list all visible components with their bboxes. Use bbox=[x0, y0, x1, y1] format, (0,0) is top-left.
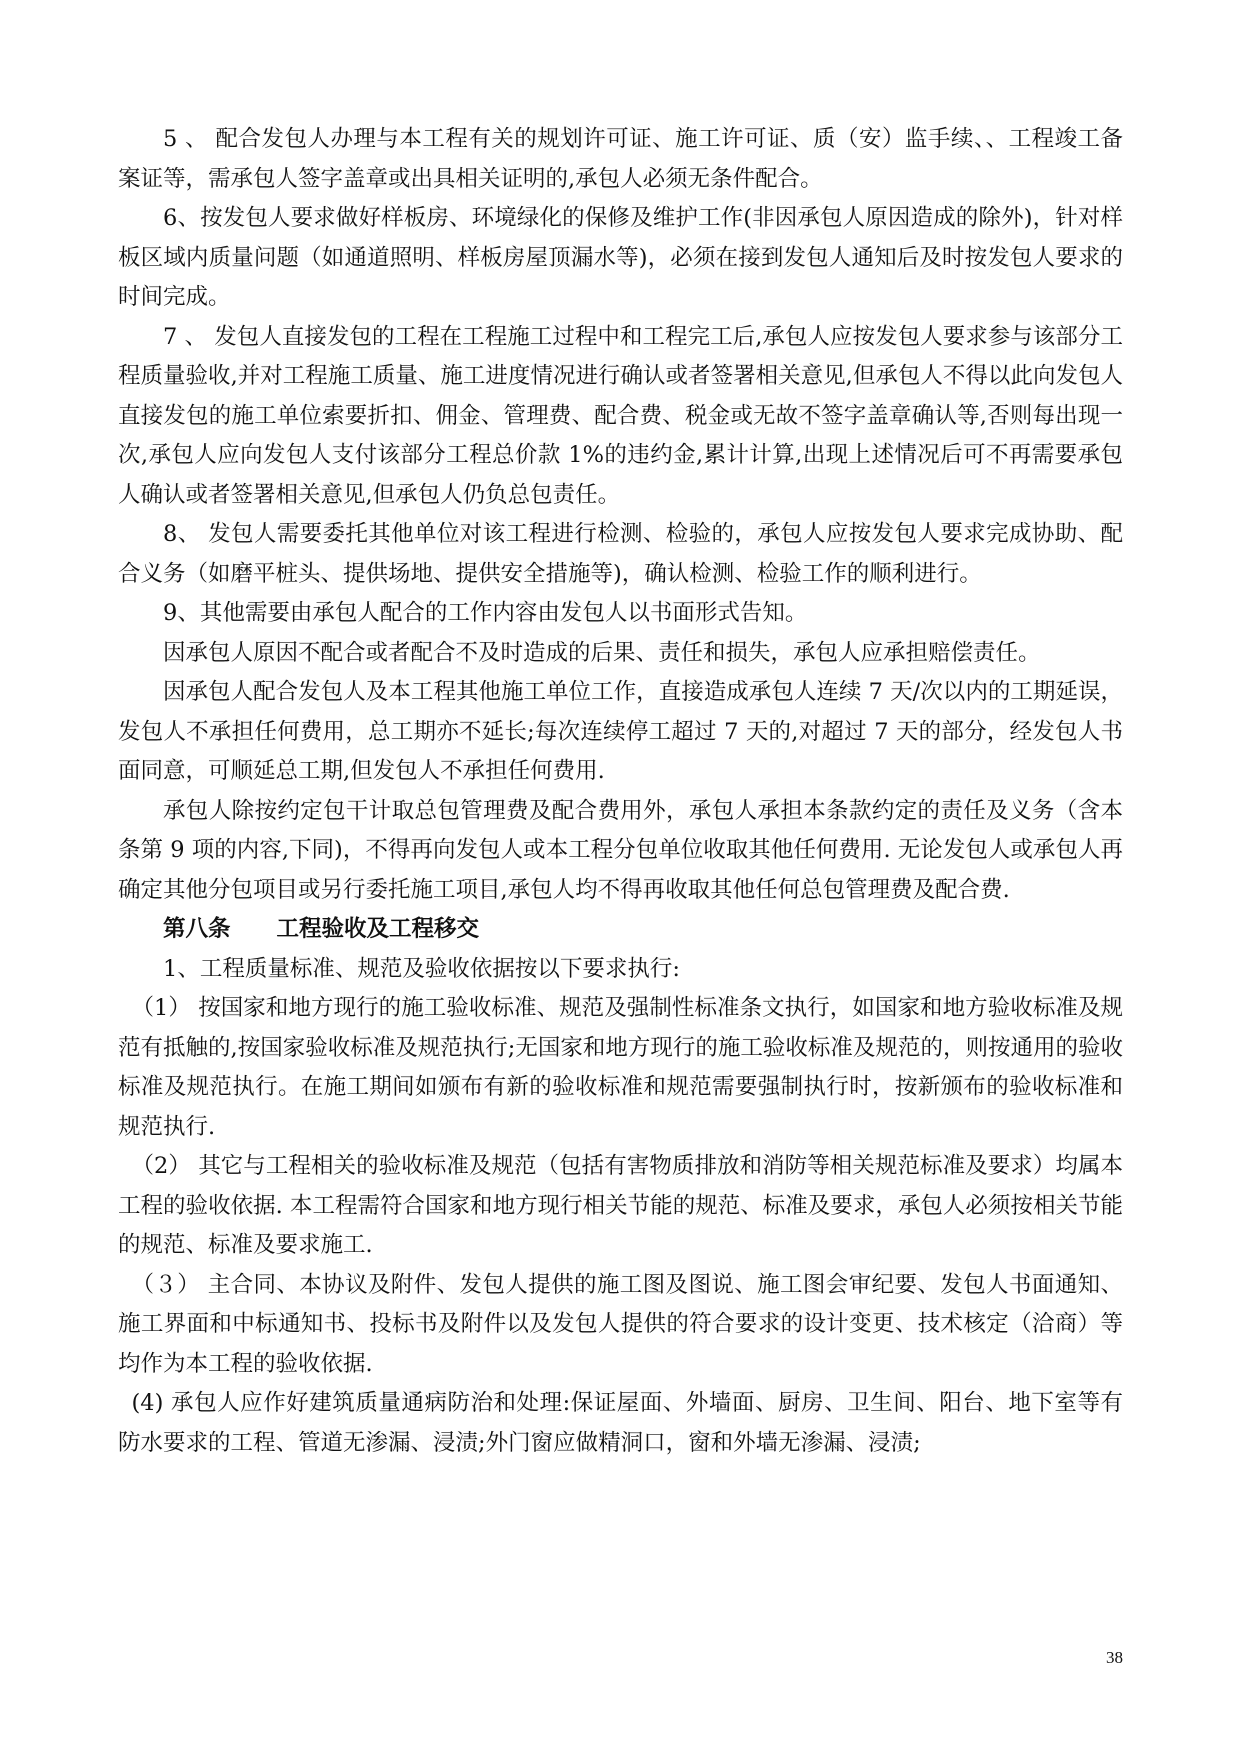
section-heading bbox=[118, 910, 1123, 950]
section-article-number: 第八条 bbox=[163, 916, 231, 942]
paragraph-standards-intro: 1、工程质量标准、规范及验收依据按以下要求执行: bbox=[163, 955, 680, 982]
subparagraph-4: (4) 承包人应作好建筑质量通病防治和处理:保证屋面、外墙面、厨房、卫生间、阳台、地下室等有防水要求的工程、管道无渗漏、浸渍;外门窗应做精洞口，窗和外墙无渗漏、浸渍; bbox=[118, 1390, 1123, 1456]
subparagraph-3: （３） 主合同、本协议及附件、发包人提供的施工图及图说、施工图会审纪要、发包人书面通知、施工界面和中标通知书、投标书及附件以及发包人提供的符合要求的设计变更、技术核定（洽商）等均作为本工程的验收依据. bbox=[118, 1271, 1123, 1377]
paragraph-item-9: 9、其他需要由承包人配合的工作内容由发包人以书面形式告知。 bbox=[163, 600, 808, 626]
paragraph-fees: 承包人除按约定包干计取总包管理费及配合费用外，承包人承担本条款约定的责任及义务（含本条第 9 项的内容,下同)，不得再向发包人或本工程分包单位收取其他任何费用. 无论发包人或承包人再确定其他分包项目或另行委托施工项目,承包人均不得再收取其他任何总包管理费及配合费. bbox=[118, 797, 1123, 903]
subparagraph-1: （1） 按国家和地方现行的施工验收标准、规范及强制性标准条文执行，如国家和地方验收标准及规范有抵触的,按国家验收标准及规范执行;无国家和地方现行的施工验收标准及规范的，则按通用的验收标准及规范执行。在施工期间如颁布有新的验收标准和规范需要强制执行时，按新颁布的验收标准和规范执行. bbox=[118, 995, 1123, 1140]
body-text bbox=[118, 120, 1123, 1463]
page-number: 38 bbox=[1106, 1648, 1123, 1667]
paragraph-item-7: 7 、 发包人直接发包的工程在工程施工过程中和工程完工后,承包人应按发包人要求参与该部分工程质量验收,并对工程施工质量、施工进度情况进行确认或者签署相关意见,但承包人不得以此向发包人直接发包的施工单位索要折扣、佣金、管理费、配合费、税金或无故不签字盖章确认等,否则每出现一次,承包人应向发包人支付该部分工程总价款 1%的违约金,累计计算,出现上述情况后可不再需要承包人确认或者签署相关意见,但承包人仍负总包责任。 bbox=[118, 323, 1123, 508]
paragraph-item-5: 5 、 配合发包人办理与本工程有关的规划许可证、施工许可证、质（安）监手续、、工程竣工备案证等，需承包人签字盖章或出具相关证明的,承包人必须无条件配合。 bbox=[118, 126, 1123, 192]
paragraph-liability: 因承包人原因不配合或者配合不及时造成的后果、责任和损失，承包人应承担赔偿责任。 bbox=[163, 639, 1041, 666]
paragraph-delay: 因承包人配合发包人及本工程其他施工单位工作，直接造成承包人连续 7 天/次以内的工期延误，发包人不承担任何费用，总工期亦不延长;每次连续停工超过 7 天的,对超过 7 天的部分，经发包人书面同意，可顺延总工期,但发包人不承担任何费用. bbox=[118, 679, 1123, 784]
subparagraph-2: （2） 其它与工程相关的验收标准及规范（包括有害物质排放和消防等相关规范标准及要求）均属本工程的验收依据. 本工程需符合国家和地方现行相关节能的规范、标准及要求，承包人必须按相关节能的规范、标准及要求施工. bbox=[118, 1153, 1123, 1258]
paragraph-item-6: 6、按发包人要求做好样板房、环境绿化的保修及维护工作(非因承包人原因造成的除外)，针对样板区域内质量问题（如通道照明、样板房屋顶漏水等)，必须在接到发包人通知后及时按发包人要求的时间完成。 bbox=[118, 205, 1123, 310]
section-title: 工程验收及工程移交 bbox=[276, 916, 480, 942]
paragraph-item-8: 8、 发包人需要委托其他单位对该工程进行检测、检验的，承包人应按发包人要求完成协助、配合义务（如磨平桩头、提供场地、提供安全措施等)，确认检测、检验工作的顺利进行。 bbox=[118, 521, 1123, 587]
